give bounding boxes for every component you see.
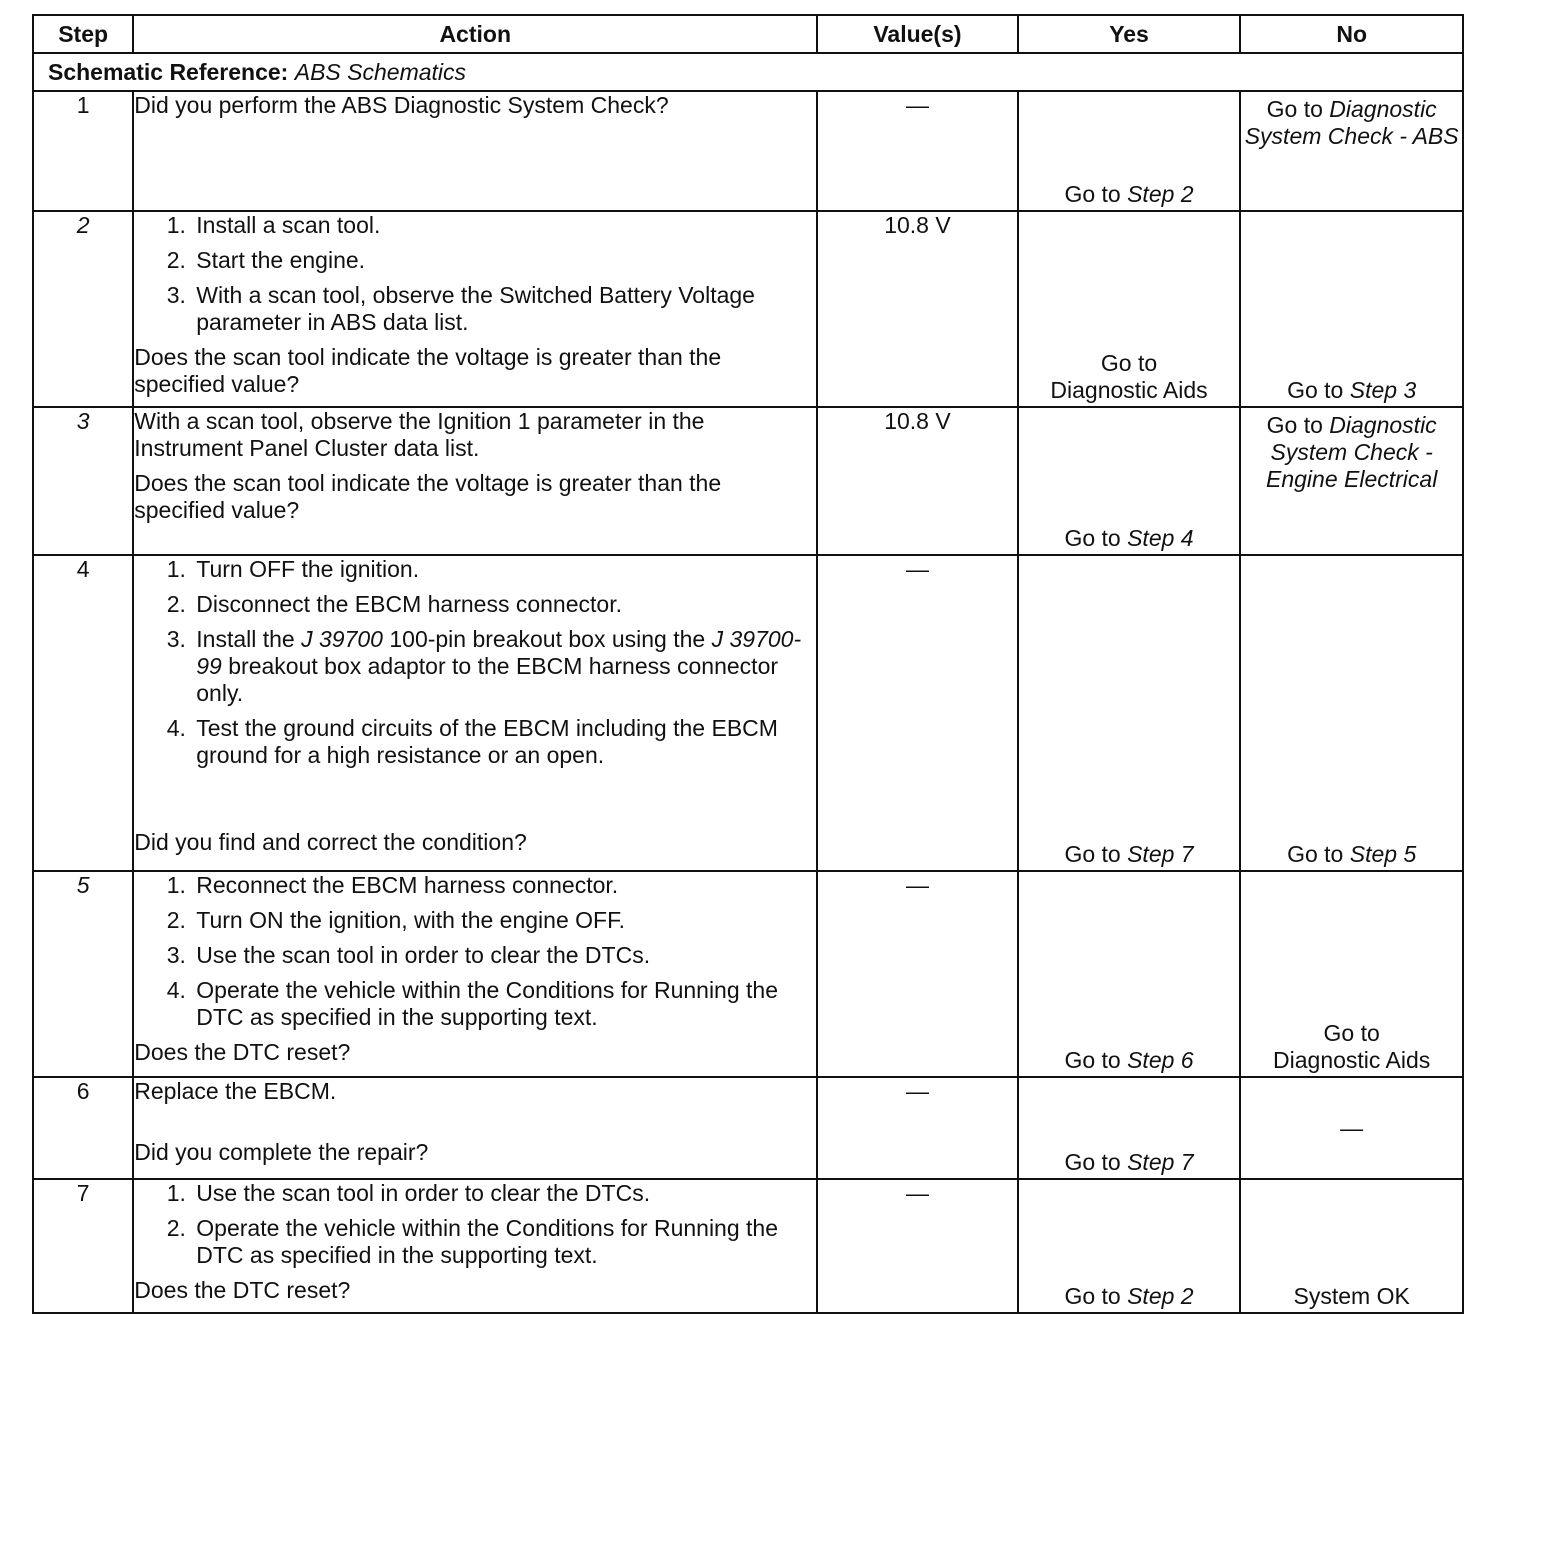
step-text: breakout box adaptor to the EBCM harness connector only.	[196, 653, 779, 706]
action-steps	[134, 872, 816, 1031]
action-question: Does the scan tool indicate the voltage is greater than the specified value?	[134, 344, 722, 397]
value-cell: 10.8 V	[817, 407, 1018, 555]
yes-step-link[interactable]: Step 4	[1127, 525, 1194, 551]
yes-goto[interactable]	[1019, 181, 1240, 208]
yes-cell	[1018, 1179, 1241, 1313]
action-text: With a scan tool, observe the Ignition 1 parameter in the Instrument Panel Cluster data list.	[134, 408, 705, 461]
yes-cell	[1018, 1077, 1241, 1179]
value-cell: —	[817, 555, 1018, 871]
go-to-label: Go to	[1064, 1047, 1121, 1073]
table-row	[33, 211, 1463, 407]
go-to-label: Go to	[1064, 1283, 1121, 1309]
step-number: 1	[33, 91, 133, 211]
action-step: 3. With a scan tool, observe the Switched Battery Voltage parameter in ABS data list.	[192, 282, 816, 336]
value-cell: 10.8 V	[817, 211, 1018, 407]
table-row	[33, 555, 1463, 871]
schematic-reference	[33, 53, 1463, 91]
step-text: Install the	[196, 626, 295, 652]
action-text: Replace the EBCM.	[134, 1078, 337, 1104]
action-cell	[133, 555, 817, 871]
action-cell	[133, 871, 817, 1077]
yes-step-link[interactable]: Step 7	[1127, 1149, 1194, 1175]
yes-step-link[interactable]: Step 6	[1127, 1047, 1194, 1073]
action-step: 1. Use the scan tool in order to clear the DTCs.	[192, 1180, 816, 1207]
action-question: Did you find and correct the condition?	[134, 829, 527, 855]
header-step: Step	[33, 15, 133, 53]
header-row	[33, 15, 1463, 53]
step-number: 4	[33, 555, 133, 871]
no-cell	[1240, 211, 1463, 407]
action-step: 2. Turn ON the ignition, with the engine OFF.	[192, 907, 816, 934]
tool-reference: J 39700	[301, 626, 383, 652]
no-goto[interactable]	[1241, 377, 1462, 404]
header-yes: Yes	[1018, 15, 1241, 53]
value-cell: —	[817, 1179, 1018, 1313]
yes-goto[interactable]	[1019, 525, 1240, 552]
no-link[interactable]: Diagnostic System Check - ABS	[1244, 96, 1459, 149]
yes-goto[interactable]	[1019, 1283, 1240, 1310]
action-step: 1. Install a scan tool.	[192, 212, 816, 239]
no-cell	[1240, 91, 1463, 211]
yes-cell	[1018, 871, 1241, 1077]
no-cell	[1240, 407, 1463, 555]
action-cell	[133, 211, 817, 407]
go-to-label: Go to	[1266, 96, 1323, 122]
yes-goto[interactable]	[1019, 1149, 1240, 1176]
action-cell	[133, 91, 817, 211]
header-action: Action	[133, 15, 817, 53]
no-cell	[1240, 555, 1463, 871]
action-cell	[133, 1179, 817, 1313]
go-to-label: Go to	[1064, 1149, 1121, 1175]
no-step-link[interactable]: Step 5	[1349, 841, 1417, 867]
go-to-label: Go to	[1100, 350, 1158, 376]
yes-cell	[1018, 555, 1241, 871]
schematic-link[interactable]: ABS Schematics	[294, 58, 467, 85]
action-step: 2. Operate the vehicle within the Conditions for Running the DTC as specified in the supporting text.	[192, 1215, 816, 1269]
header-no: No	[1240, 15, 1463, 53]
go-to-label: Go to	[1323, 1020, 1380, 1046]
go-to-label: Go to	[1064, 841, 1121, 867]
no-step-link[interactable]: Step 3	[1349, 377, 1417, 403]
table-row	[33, 1077, 1463, 1179]
yes-link[interactable]: Diagnostic Aids	[1050, 377, 1208, 403]
no-cell	[1240, 871, 1463, 1077]
yes-goto[interactable]	[1019, 1047, 1240, 1074]
no-goto[interactable]	[1241, 841, 1462, 868]
go-to-label: Go to	[1064, 181, 1121, 207]
go-to-label: Go to	[1287, 377, 1344, 403]
action-step: 2. Start the engine.	[192, 247, 816, 274]
action-step: 4. Test the ground circuits of the EBCM including the EBCM ground for a high resistance or an open.	[192, 715, 816, 769]
value-cell: —	[817, 871, 1018, 1077]
no-cell	[1240, 1179, 1463, 1313]
tool-reference: J 39700-99	[196, 626, 802, 679]
action-step	[192, 626, 816, 707]
action-cell	[133, 1077, 817, 1179]
no-cell: —	[1240, 1077, 1463, 1179]
step-number: 2	[33, 211, 133, 407]
action-steps	[134, 556, 816, 769]
table-row	[33, 407, 1463, 555]
action-step: 2. Disconnect the EBCM harness connector.	[192, 591, 816, 618]
table-row	[33, 1179, 1463, 1313]
action-question: Does the DTC reset?	[134, 1039, 351, 1065]
go-to-label: Go to	[1064, 525, 1121, 551]
no-goto[interactable]	[1241, 408, 1462, 493]
schematic-reference-row	[33, 53, 1463, 91]
no-link[interactable]: Diagnostic Aids	[1273, 1047, 1431, 1073]
value-cell: —	[817, 91, 1018, 211]
go-to-label: Go to	[1287, 841, 1344, 867]
step-number: 6	[33, 1077, 133, 1179]
action-cell	[133, 407, 817, 555]
yes-cell	[1018, 407, 1241, 555]
step-text: 100-pin breakout box using the	[389, 626, 706, 652]
no-result: System OK	[1293, 1283, 1410, 1309]
table-row	[33, 871, 1463, 1077]
yes-goto[interactable]	[1019, 350, 1240, 404]
step-number: 3	[33, 407, 133, 555]
action-step: 4. Operate the vehicle within the Conditions for Running the DTC as specified in the supporting text.	[192, 977, 816, 1031]
no-goto[interactable]	[1241, 92, 1462, 150]
action-step: 1. Turn OFF the ignition.	[192, 556, 816, 583]
yes-goto[interactable]	[1019, 841, 1240, 868]
action-steps	[134, 212, 816, 336]
table-row	[33, 91, 1463, 211]
yes-cell	[1018, 211, 1241, 407]
no-link[interactable]: Diagnostic System Check - Engine Electrical	[1266, 412, 1438, 492]
yes-cell	[1018, 91, 1241, 211]
no-goto[interactable]	[1241, 1020, 1462, 1074]
yes-step-link[interactable]: Step 2	[1127, 1283, 1194, 1309]
yes-step-link[interactable]: Step 7	[1127, 841, 1194, 867]
action-question: Did you complete the repair?	[134, 1139, 429, 1165]
yes-step-link[interactable]: Step 2	[1127, 181, 1194, 207]
action-text: Did you perform the ABS Diagnostic System Check?	[134, 92, 669, 118]
action-steps	[134, 1180, 816, 1269]
value-cell: —	[817, 1077, 1018, 1179]
go-to-label: Go to	[1266, 412, 1323, 438]
action-step: 1. Reconnect the EBCM harness connector.	[192, 872, 816, 899]
action-step: 3. Use the scan tool in order to clear the DTCs.	[192, 942, 816, 969]
header-values: Value(s)	[817, 15, 1018, 53]
action-question: Does the scan tool indicate the voltage is greater than the specified value?	[134, 470, 722, 523]
step-number: 7	[33, 1179, 133, 1313]
diagnostic-table	[32, 14, 1464, 1314]
step-number: 5	[33, 871, 133, 1077]
schematic-label: Schematic Reference:	[48, 58, 289, 85]
action-question: Does the DTC reset?	[134, 1277, 351, 1303]
